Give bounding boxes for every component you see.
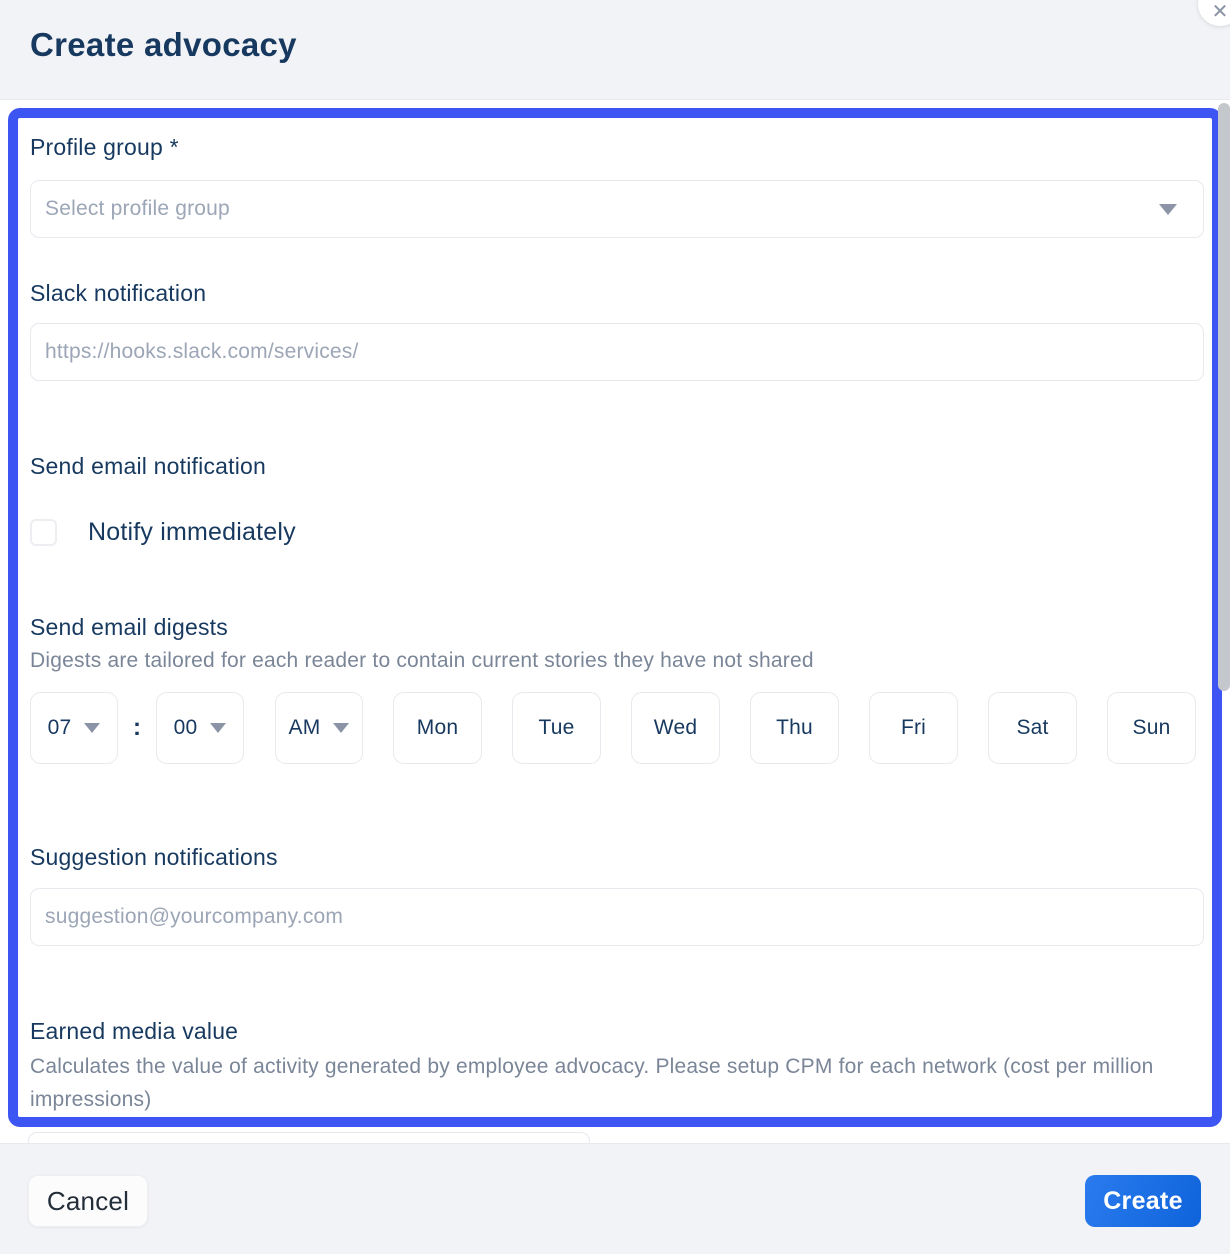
digest-hour-value: 07 [47,716,72,739]
day-button-mon[interactable]: Mon [393,692,482,764]
send-email-digests-label: Send email digests [30,614,228,640]
day-button-sat[interactable]: Sat [988,692,1077,764]
slack-webhook-input[interactable] [30,323,1204,381]
scrollbar-thumb[interactable] [1218,103,1230,691]
day-button-sun[interactable]: Sun [1107,692,1196,764]
earned-media-description: Calculates the value of activity generated by employee advocacy. Please setup CPM for each network (cost per million impressions) [30,1055,1154,1111]
profile-group-placeholder: Select profile group [45,197,230,220]
form-content [18,118,1212,1116]
email-digests-description: Digests are tailored for each reader to contain current stories they have not shared [30,649,814,672]
send-email-notification-label: Send email notification [30,453,267,479]
notify-immediately-checkbox[interactable] [30,519,57,546]
day-button-fri[interactable]: Fri [869,692,958,764]
suggestion-email-input[interactable] [30,888,1204,946]
suggestion-email-placeholder: suggestion@yourcompany.com [45,905,344,928]
cancel-button[interactable]: Cancel [28,1175,148,1227]
digest-minute-value: 00 [173,716,198,739]
day-button-thu[interactable]: Thu [750,692,839,764]
slack-notification-label: Slack notification [30,280,207,306]
digest-meridiem-value: AM [288,716,321,739]
close-button[interactable] [1198,0,1230,26]
modal-header [0,0,1230,100]
cpm-input-clipped[interactable] [28,1132,590,1143]
time-separator: : [133,714,141,741]
day-button-wed[interactable]: Wed [631,692,720,764]
earned-media-value-label: Earned media value [30,1018,239,1044]
digest-schedule-row [30,692,1200,764]
slack-webhook-placeholder: https://hooks.slack.com/services/ [45,340,359,363]
profile-group-label: Profile group * [30,134,179,160]
modal-footer [0,1143,1230,1254]
chevron-down-icon [1159,204,1177,215]
digest-hour-select[interactable] [30,692,118,764]
form-scroll-area [8,108,1222,1127]
chevron-down-icon [84,723,100,733]
profile-group-select[interactable] [30,180,1204,238]
chevron-down-icon [210,723,226,733]
digest-minute-select[interactable] [156,692,244,764]
scrollbar-track[interactable] [1218,100,1230,1143]
notify-immediately-row [30,518,1200,547]
page-title: Create advocacy [30,26,297,63]
notify-immediately-label: Notify immediately [88,518,296,546]
chevron-down-icon [333,723,349,733]
day-button-tue[interactable]: Tue [512,692,601,764]
close-icon: ✕ [1211,0,1229,23]
digest-meridiem-select[interactable] [275,692,363,764]
create-button[interactable]: Create [1085,1175,1201,1227]
clipped-field-strip [0,1127,1230,1143]
suggestion-notifications-label: Suggestion notifications [30,844,278,870]
